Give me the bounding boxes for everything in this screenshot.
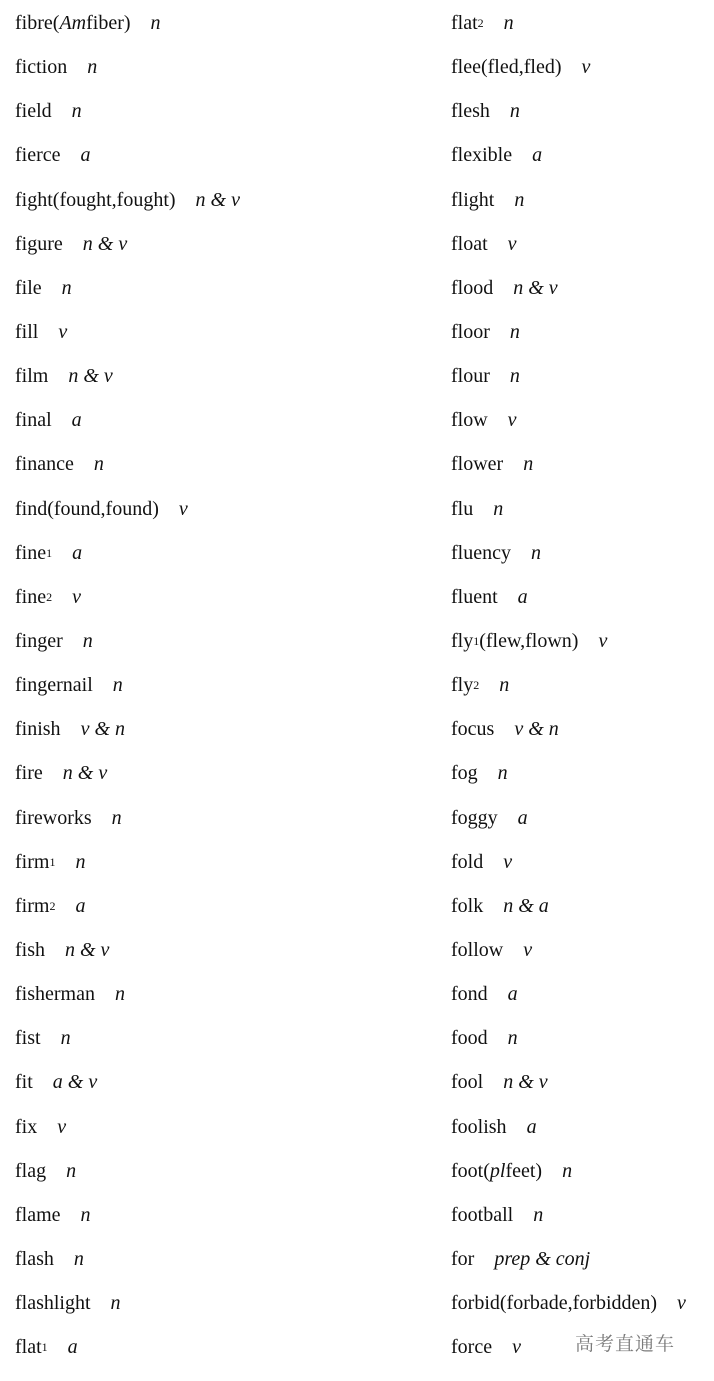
- word-entry: [451, 221, 711, 265]
- headword: flee: [451, 56, 481, 79]
- headword: fly: [451, 630, 474, 653]
- part-of-speech: n: [509, 321, 520, 344]
- word-entry: fly 1 (flew,flown) v: [451, 630, 608, 653]
- headword: flight: [451, 188, 495, 211]
- headword: flexible: [451, 144, 513, 167]
- part-of-speech: a: [517, 585, 528, 608]
- part-of-speech: v: [57, 1115, 67, 1138]
- part-of-speech: v: [507, 409, 517, 432]
- part-of-speech: n: [73, 1248, 84, 1270]
- word-entry: [451, 486, 711, 530]
- part-of-speech: n & v: [62, 762, 108, 785]
- part-of-speech: n: [114, 983, 125, 1006]
- word-entry: [451, 309, 711, 353]
- headword: follow: [451, 939, 504, 962]
- part-of-speech: n: [112, 674, 123, 697]
- part-of-speech: n: [93, 453, 104, 476]
- word-entry: [15, 1059, 440, 1103]
- word-entry: [15, 309, 440, 353]
- word-entry: [451, 1104, 711, 1148]
- part-of-speech: v: [178, 497, 188, 520]
- headword: fill: [15, 321, 39, 344]
- word-entry: [451, 574, 711, 618]
- headword: fish: [15, 939, 45, 962]
- headword: fist: [15, 1027, 41, 1050]
- part-of-speech: n: [82, 630, 93, 653]
- part-of-speech: n: [71, 100, 82, 123]
- inflection-text: fiber): [86, 12, 131, 35]
- part-of-speech: a: [80, 144, 91, 167]
- headword: fool: [451, 1071, 484, 1094]
- headword: flower: [451, 453, 504, 476]
- part-of-speech: n: [523, 453, 534, 476]
- part-of-speech: n: [509, 365, 520, 388]
- headword: fold: [451, 850, 484, 873]
- headword: fiction: [15, 56, 68, 79]
- inflection-text: (forbade,forbidden): [499, 1292, 658, 1315]
- headword: final: [15, 409, 52, 432]
- part-of-speech: n: [497, 762, 508, 785]
- part-of-speech: n: [509, 100, 520, 123]
- headword: fluency: [451, 541, 511, 564]
- headword: fibre: [15, 12, 53, 35]
- word-entry: [451, 883, 711, 927]
- inflection-text: feet): [505, 1159, 543, 1182]
- word-entry: [15, 1148, 440, 1192]
- part-of-speech: n & v: [68, 365, 113, 388]
- word-entry: [15, 662, 440, 706]
- word-entry: [451, 88, 711, 132]
- headword: fog: [451, 762, 478, 785]
- part-of-speech: a: [67, 1336, 78, 1359]
- word-entry: [15, 1015, 440, 1059]
- word-entry: [15, 0, 440, 44]
- part-of-speech: a: [72, 541, 83, 564]
- word-entry: [451, 706, 711, 750]
- headword: firm: [15, 850, 50, 873]
- word-entry: [15, 441, 440, 485]
- headword: flood: [451, 276, 494, 299]
- part-of-speech: n: [562, 1159, 573, 1182]
- word-entry: fine 1 a: [15, 541, 83, 564]
- inflection-label: Am: [59, 12, 87, 35]
- part-of-speech: n: [66, 1159, 77, 1182]
- word-entry: [451, 1015, 711, 1059]
- word-entry: [15, 1236, 440, 1280]
- word-entry: [15, 265, 440, 309]
- word-entry: fine 2 v: [15, 585, 81, 608]
- part-of-speech: v: [58, 321, 68, 344]
- part-of-speech: n: [503, 12, 514, 35]
- part-of-speech: a: [75, 894, 86, 917]
- word-entry: [15, 486, 440, 530]
- part-of-speech: n: [530, 541, 541, 564]
- word-entry: [451, 1059, 711, 1103]
- part-of-speech: n & v: [65, 939, 110, 962]
- headword: fire: [15, 762, 43, 785]
- word-entry: [451, 971, 711, 1015]
- word-entry: [451, 795, 711, 839]
- part-of-speech: n: [80, 1203, 91, 1226]
- headword: figure: [15, 232, 63, 255]
- word-entry: [15, 1192, 440, 1236]
- headword: flag: [15, 1159, 47, 1182]
- headword: flash: [15, 1248, 54, 1270]
- headword: flat: [451, 12, 478, 35]
- headword: fingernail: [15, 674, 93, 697]
- word-entry: [451, 44, 711, 88]
- headword: foggy: [451, 806, 498, 829]
- word-entry: [15, 618, 440, 662]
- inflection-text: (: [52, 12, 60, 35]
- part-of-speech: n: [493, 497, 504, 520]
- inflection-text: (fled,fled): [480, 56, 562, 79]
- inflection-label: pl: [489, 1159, 506, 1182]
- part-of-speech: a: [532, 144, 543, 167]
- word-entry: [451, 927, 711, 971]
- headword: fine: [15, 585, 47, 608]
- word-entry: [15, 44, 440, 88]
- headword: firm: [15, 894, 50, 917]
- word-entry: [451, 397, 711, 441]
- word-entry: [451, 177, 711, 221]
- part-of-speech: v: [503, 850, 513, 873]
- part-of-speech: n: [150, 12, 161, 35]
- word-entry: [15, 353, 440, 397]
- headword: force: [451, 1336, 493, 1359]
- word-entry: [15, 750, 440, 794]
- word-entry: [451, 353, 711, 397]
- part-of-speech: n: [507, 1027, 518, 1050]
- headword: file: [15, 276, 42, 299]
- headword: fluent: [451, 585, 498, 608]
- part-of-speech: n & a: [503, 894, 549, 917]
- headword: flesh: [451, 100, 490, 123]
- word-entry: [451, 530, 711, 574]
- headword: foolish: [451, 1115, 507, 1138]
- headword: flour: [451, 365, 490, 388]
- word-entry: [15, 971, 440, 1015]
- word-entry: [451, 1280, 711, 1324]
- headword: football: [451, 1203, 514, 1226]
- headword: fond: [451, 983, 488, 1006]
- headword: for: [451, 1248, 475, 1270]
- part-of-speech: v: [677, 1292, 686, 1315]
- part-of-speech: a: [507, 983, 518, 1006]
- part-of-speech: v & n: [80, 718, 125, 741]
- part-of-speech: n: [60, 1027, 71, 1050]
- headword: finance: [15, 453, 74, 476]
- word-entry: [15, 177, 440, 221]
- headword: fight: [15, 188, 53, 211]
- headword: flow: [451, 409, 488, 432]
- part-of-speech: n: [499, 674, 510, 697]
- word-entry: [15, 1280, 440, 1324]
- headword: foot: [451, 1159, 484, 1182]
- inflection-text: (found,found): [47, 497, 159, 520]
- part-of-speech: n: [514, 188, 525, 211]
- headword: flame: [15, 1203, 61, 1226]
- left-word-column: [15, 0, 440, 1368]
- word-entry: [15, 88, 440, 132]
- part-of-speech: a: [517, 806, 528, 829]
- part-of-speech: a: [526, 1115, 537, 1138]
- word-entry: [451, 1148, 711, 1192]
- headword: finish: [15, 718, 61, 741]
- word-entry: [451, 265, 711, 309]
- part-of-speech: prep & conj: [494, 1248, 591, 1270]
- part-of-speech: v & n: [514, 718, 559, 741]
- watermark-text: 高考直通车: [575, 1333, 676, 1355]
- headword: field: [15, 100, 52, 123]
- headword: flu: [451, 497, 474, 520]
- headword: forbid: [451, 1292, 500, 1315]
- part-of-speech: v: [512, 1336, 521, 1359]
- word-entry: fly 2 n: [451, 674, 510, 697]
- inflection-text: (: [483, 1159, 490, 1182]
- headword: folk: [451, 894, 484, 917]
- word-entry: flat 2 n: [451, 12, 514, 35]
- part-of-speech: v: [72, 585, 81, 608]
- headword: flat: [15, 1336, 42, 1359]
- part-of-speech: n: [87, 56, 98, 79]
- headword: fierce: [15, 144, 61, 167]
- headword: food: [451, 1027, 488, 1050]
- headword: find: [15, 497, 48, 520]
- part-of-speech: v: [507, 232, 517, 255]
- word-entry: [451, 1236, 711, 1280]
- part-of-speech: v: [523, 939, 533, 962]
- headword: fit: [15, 1071, 33, 1094]
- word-entry: [15, 397, 440, 441]
- part-of-speech: n & v: [82, 232, 128, 255]
- headword: floor: [451, 321, 490, 344]
- part-of-speech: v: [581, 56, 591, 79]
- part-of-speech: a: [71, 409, 82, 432]
- inflection-text: (flew,flown): [479, 630, 579, 653]
- part-of-speech: v: [598, 630, 608, 653]
- headword: fix: [15, 1115, 38, 1138]
- word-entry: [451, 839, 711, 883]
- word-entry: [451, 441, 711, 485]
- inflection-text: (fought,fought): [52, 188, 176, 211]
- right-word-column: [451, 0, 711, 1368]
- headword: film: [15, 365, 49, 388]
- headword: fly: [451, 674, 474, 697]
- part-of-speech: n & v: [513, 276, 558, 299]
- word-entry: [451, 132, 711, 176]
- headword: fisherman: [15, 983, 95, 1006]
- word-entry: [15, 795, 440, 839]
- word-entry: [451, 1192, 711, 1236]
- headword: float: [451, 232, 488, 255]
- part-of-speech: n & v: [503, 1071, 548, 1094]
- part-of-speech: a & v: [52, 1071, 98, 1094]
- part-of-speech: n: [111, 806, 122, 829]
- headword: flashlight: [15, 1292, 91, 1315]
- word-entry: [15, 132, 440, 176]
- word-entry: [15, 1104, 440, 1148]
- word-entry: [15, 706, 440, 750]
- headword: fine: [15, 541, 47, 564]
- headword: fireworks: [15, 806, 92, 829]
- word-entry: [15, 927, 440, 971]
- part-of-speech: n: [533, 1203, 544, 1226]
- part-of-speech: n: [75, 850, 86, 873]
- word-entry: firm 1 n: [15, 850, 86, 873]
- part-of-speech: n: [61, 276, 72, 299]
- headword: finger: [15, 630, 63, 653]
- word-entry: [451, 750, 711, 794]
- word-entry: [15, 221, 440, 265]
- word-entry: firm 2 a: [15, 894, 86, 917]
- part-of-speech: n & v: [195, 188, 240, 211]
- word-entry: flat 1 a: [15, 1336, 78, 1359]
- headword: focus: [451, 718, 495, 741]
- part-of-speech: n: [110, 1292, 121, 1315]
